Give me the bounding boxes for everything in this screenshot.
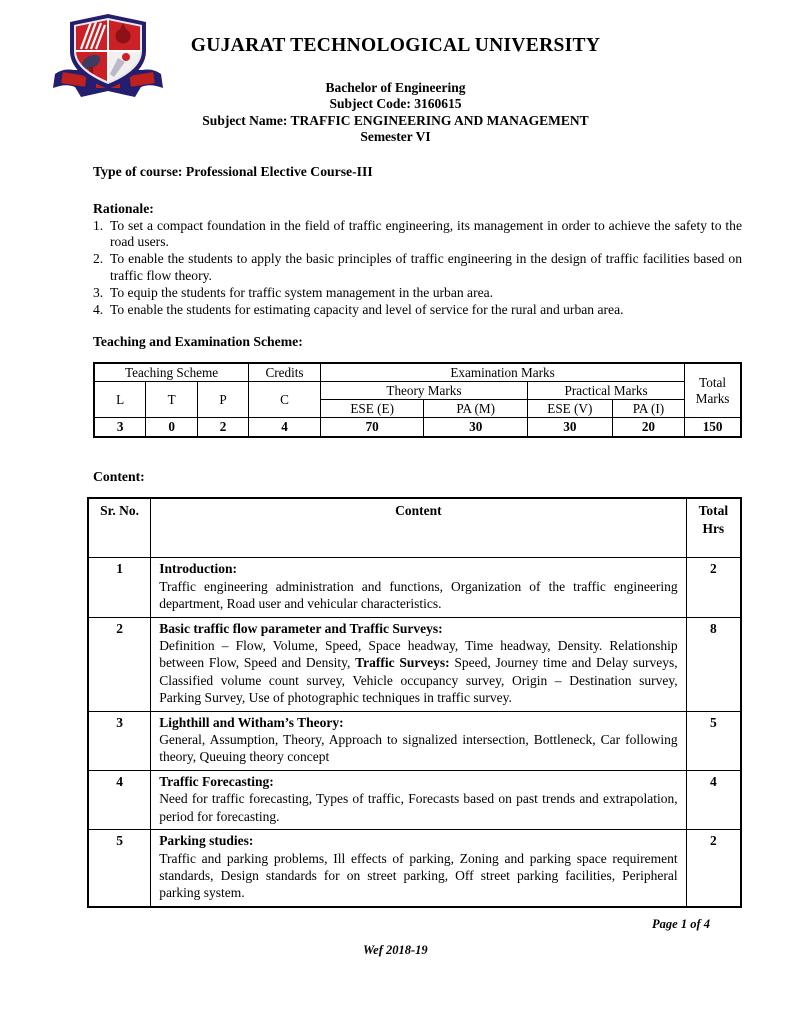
content-table [87, 497, 742, 907]
header-ese-v: ESE (V) [527, 400, 612, 418]
rationale-heading: Rationale: [93, 200, 154, 216]
sr-no-cell: 5 [88, 830, 151, 907]
table-row [88, 617, 741, 711]
unit-title: Traffic Forecasting: [159, 773, 274, 789]
content-cell [151, 830, 686, 907]
column-header-content: Content [151, 498, 686, 558]
hrs-cell: 5 [686, 711, 741, 770]
page-number: Page 1 of 4 [652, 917, 710, 931]
unit-title: Basic traffic flow parameter and Traffic Surveys: [159, 620, 443, 636]
value-ese-v: 30 [527, 418, 612, 438]
value-total: 150 [685, 418, 741, 438]
hrs-cell: 2 [686, 558, 741, 617]
table-row [88, 830, 741, 907]
teaching-examination-scheme-table [93, 362, 742, 438]
sr-no-cell: 2 [88, 617, 151, 711]
column-header-sr-no: Sr. No. [88, 498, 151, 558]
header-teaching-scheme: Teaching Scheme [94, 363, 249, 382]
scheme-values-row [94, 418, 741, 438]
gtu-logo [48, 11, 168, 107]
rationale-item-number: 2. [93, 251, 104, 267]
unit-body: Traffic and parking problems, Ill effects of parking, Zoning and parking space requirement standards, Design standards for on street parking, Off street parking facilities, Peripheral parking system. [159, 850, 678, 901]
content-cell [151, 558, 686, 617]
value-p: 2 [198, 418, 249, 438]
value-pa-m: 30 [424, 418, 528, 438]
university-title: GUJARAT TECHNOLOGICAL UNIVERSITY [190, 35, 601, 56]
wef-note: Wef 2018-19 [363, 943, 428, 957]
unit-body: Need for traffic forecasting, Types of traffic, Forecasts based on past trends and extrapolation, period for forecasting. [159, 791, 678, 824]
rationale-item-text: To enable the students for estimating capacity and level of service for the rural and urban area. [110, 301, 624, 317]
header-total-marks: Total Marks [685, 363, 741, 418]
unit-body: Definition – Flow, Volume, Speed, Space headway, Time headway, Density. Relationship between Flow, Speed and Density, [159, 638, 678, 671]
header-pa-i: PA (I) [612, 400, 684, 418]
rationale-item-text: To set a compact foundation in the field of traffic engineering, its management in order to achieve the safety to the road users. [110, 217, 742, 250]
subject-name-line: Subject Name: TRAFFIC ENGINEERING AND MANAGEMENT [202, 112, 589, 128]
rationale-item [93, 218, 742, 252]
header-pa-m: PA (M) [424, 400, 528, 418]
sr-no-cell: 4 [88, 770, 151, 829]
rationale-item [93, 285, 742, 302]
rationale-item-number: 3. [93, 284, 104, 300]
hrs-cell: 2 [686, 830, 741, 907]
hrs-cell: 8 [686, 617, 741, 711]
value-pa-i: 20 [612, 418, 684, 438]
rationale-item-number: 1. [93, 217, 104, 233]
semester-line: Semester VI [360, 129, 431, 145]
content-cell [151, 711, 686, 770]
subject-code-line: Subject Code: 3160615 [329, 96, 462, 112]
value-t: 0 [146, 418, 198, 438]
value-l: 3 [94, 418, 146, 438]
value-ese-e: 70 [320, 418, 424, 438]
unit-title: Introduction: [159, 561, 237, 577]
scheme-heading: Teaching and Examination Scheme: [93, 334, 303, 350]
header-ese-e: ESE (E) [320, 400, 424, 418]
header-theory-marks: Theory Marks [320, 382, 527, 400]
hrs-cell: 4 [686, 770, 741, 829]
degree-line: Bachelor of Engineering [325, 80, 466, 95]
unit-body: Speed, Journey time and Delay surveys, Classified volume count survey, Vehicle occupancy survey, Origin – Destination survey, Parking Survey, Use of photographic techniques in traffic survey. [159, 655, 678, 706]
table-row [88, 558, 741, 617]
header-practical-marks: Practical Marks [527, 382, 684, 400]
unit-body: General, Assumption, Theory, Approach to signalized intersection, Bottleneck, Car following theory, Queuing theory concept [159, 732, 678, 765]
rationale-item-text: To enable the students to apply the basic principles of traffic engineering in the design of traffic facilities based on traffic flow theory. [110, 251, 742, 284]
rationale-item-number: 4. [93, 301, 104, 317]
column-header-total-hrs: Total Hrs [686, 498, 741, 558]
sr-no-cell: 3 [88, 711, 151, 770]
header-credits: Credits [249, 363, 321, 382]
content-cell [151, 617, 686, 711]
value-c: 4 [249, 418, 321, 438]
rationale-list [93, 218, 742, 319]
unit-title: Lighthill and Witham’s Theory: [159, 714, 344, 730]
table-row [88, 770, 741, 829]
rationale-item [93, 251, 742, 285]
header-t: T [146, 382, 198, 418]
unit-body: Traffic engineering administration and functions, Organization of the traffic engineering department, Road user and vehicular characteristics. [159, 578, 678, 612]
content-heading: Content: [93, 469, 145, 485]
course-type-line: Type of course: Professional Elective Course-III [93, 163, 373, 179]
table-row [88, 711, 741, 770]
header-examination-marks: Examination Marks [320, 363, 684, 382]
content-cell [151, 770, 686, 829]
rationale-item-text: To equip the students for traffic system management in the urban area. [110, 284, 494, 300]
header-l: L [94, 382, 146, 418]
header-p: P [198, 382, 249, 418]
header-c: C [249, 382, 321, 418]
sr-no-cell: 1 [88, 558, 151, 617]
unit-body-bold: Traffic Surveys: [355, 655, 450, 671]
unit-title: Parking studies: [159, 833, 254, 849]
rationale-item [93, 302, 742, 319]
